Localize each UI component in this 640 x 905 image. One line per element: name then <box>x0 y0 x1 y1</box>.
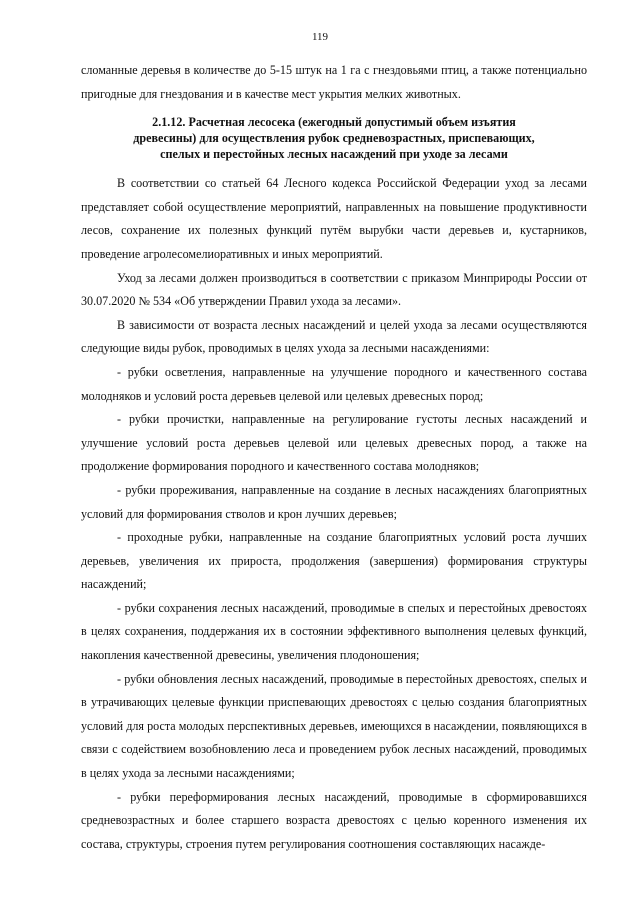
list-item-thinning: - рубки прореживания, направленные на создание в лесных насаждениях благоприятных условий для формирования стволов и крон лучших деревьев; <box>81 482 587 521</box>
list-item-passage-cutting: - проходные рубки, направленные на создание благоприятных условий роста лучших деревьев, увеличения их прироста, продолжения (завершения) формирования структуры насаждений; <box>81 530 587 592</box>
section-heading <box>111 114 557 162</box>
section-heading-line-3: спелых и перестойных лесных насаждений при уходе за лесами <box>160 147 508 162</box>
paragraph-order: Уход за лесами должен производиться в соответствии с приказом Минприроды России от 30.07.2020 № 534 «Об утверждении Правил ухода за лесами». <box>81 270 587 309</box>
list-item-renewal: - рубки обновления лесных насаждений, проводимые в перестойных древостоях, спелых и в утрачивающих целевые функции приспевающих древостоях с целью создания благоприятных условий для роста молодых перспективных деревьев, имеющихся в насаждении, появляющихся в связи с содействием возобновлению леса и проведением рубок лесных насаждений, проводимых в целях ухода за лесными насаждениями; <box>81 671 587 781</box>
page-number: 119 <box>311 31 329 43</box>
list-item-clarification: - рубки осветления, направленные на улучшение породного и качественного состава молодняков и условий роста деревьев целевой или целевых древесных пород; <box>81 364 587 403</box>
section-heading-line-1: 2.1.12. Расчетная лесосека (ежегодный допустимый объем изъятия <box>152 115 516 130</box>
list-item-preservation: - рубки сохранения лесных насаждений, проводимые в спелых и перестойных древостоях в целях сохранения, поддержания их в состоянии эффективного выполнения целевых функций, накопления качественной древесины, увеличения плодоношения; <box>81 600 587 663</box>
paragraph-cutting-types-intro: В зависимости от возраста лесных насаждений и целей ухода за лесами осуществляются следующие виды рубок, проводимых в целях ухода за лесными насаждениями: <box>81 317 587 356</box>
list-item-reformation: - рубки переформирования лесных насаждений, проводимые в сформировавшихся средневозрастных и более старшего возраста древостоях с целью коренного изменения их состава, структуры, строения путем регулирования соотношения составляющих насажде- <box>81 789 587 851</box>
section-heading-line-2: древесины) для осуществления рубок средневозрастных, приспевающих, <box>133 131 535 146</box>
list-item-cleaning: - рубки прочистки, направленные на регулирование густоты лесных насаждений и улучшение условий роста деревьев целевой или целевых древесных пород, а также на продолжение формирования породного и качественного состава молодняков; <box>81 412 587 474</box>
page-content <box>81 59 587 856</box>
intro-paragraph: сломанные деревья в количестве до 5-15 штук на 1 га с гнездовьями птиц, а также потенциально пригодные для гнездования и в качестве мест укрытия мелких животных. <box>81 63 587 101</box>
paragraph-forest-code: В соответствии со статьей 64 Лесного кодекса Российской Федерации уход за лесами представляет собой осуществление мероприятий, направленных на повышение продуктивности лесов, сохранение их полезных функций путём вырубки части деревьев и, кустарников, проведение агролесомелиоративных и иных мероприятий. <box>81 176 587 261</box>
